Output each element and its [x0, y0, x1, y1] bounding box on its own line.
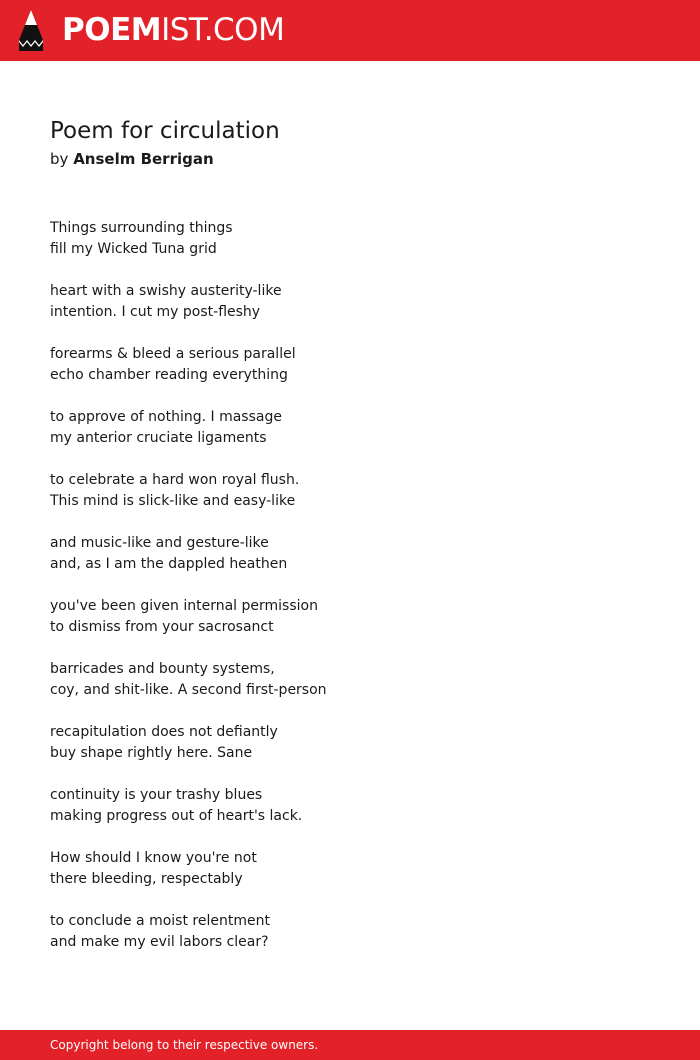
- poem-line: to approve of nothing. I massage: [50, 409, 282, 425]
- logo-text-bold: POEM: [62, 12, 162, 48]
- poem-line: intention. I cut my post-fleshy: [50, 304, 261, 320]
- site-footer: [0, 1030, 700, 1060]
- copyright-notice: Copyright belong to their respective owners.: [50, 1038, 319, 1052]
- stanza: [50, 596, 650, 638]
- poem-line: and make my evil labors clear?: [50, 934, 269, 950]
- poem-line: barricades and bounty systems,: [50, 661, 275, 677]
- poem-body: [50, 218, 650, 974]
- stanza: [50, 911, 650, 953]
- poem-line: making progress out of heart's lack.: [50, 808, 303, 824]
- stanza: [50, 218, 650, 260]
- poem-line: my anterior cruciate ligaments: [50, 430, 267, 446]
- site-logo[interactable]: [62, 12, 284, 48]
- site-header: [0, 0, 700, 61]
- poem-line: continuity is your trashy blues: [50, 787, 263, 803]
- poem-line: to dismiss from your sacrosanct: [50, 619, 274, 635]
- poem-line: How should I know you're not: [50, 850, 257, 866]
- poem-line: to conclude a moist relentment: [50, 913, 270, 929]
- poem-line: fill my Wicked Tuna grid: [50, 241, 217, 257]
- poem-line: heart with a swishy austerity-like: [50, 283, 282, 299]
- stanza: [50, 722, 650, 764]
- poem-line: you've been given internal permission: [50, 598, 318, 614]
- stanza: [50, 659, 650, 701]
- poem-line: coy, and shit-like. A second first-person: [50, 682, 327, 698]
- poem-line: and music-like and gesture-like: [50, 535, 269, 551]
- poem-line: buy shape rightly here. Sane: [50, 745, 253, 761]
- stanza: [50, 785, 650, 827]
- stanza: [50, 848, 650, 890]
- author-name: Anselm Berrigan: [73, 150, 214, 168]
- by-label: by: [50, 150, 69, 168]
- poem-line: forearms & bleed a serious parallel: [50, 346, 296, 362]
- logo-text-light: IST.COM: [161, 12, 285, 48]
- poem-line: recapitulation does not defiantly: [50, 724, 278, 740]
- stanza: [50, 344, 650, 386]
- byline: [50, 148, 214, 170]
- stanza: [50, 470, 650, 512]
- poem-title: Poem for circulation: [50, 118, 280, 144]
- poem-line: Things surrounding things: [50, 220, 233, 236]
- poem-line: and, as I am the dappled heathen: [50, 556, 288, 572]
- pencil-tip-icon[interactable]: [18, 10, 44, 51]
- poem-line: This mind is slick-like and easy-like: [50, 493, 296, 509]
- poem-line: to celebrate a hard won royal flush.: [50, 472, 300, 488]
- poem-line: echo chamber reading everything: [50, 367, 288, 383]
- poem-line: there bleeding, respectably: [50, 871, 243, 887]
- stanza: [50, 281, 650, 323]
- stanza: [50, 533, 650, 575]
- stanza: [50, 407, 650, 449]
